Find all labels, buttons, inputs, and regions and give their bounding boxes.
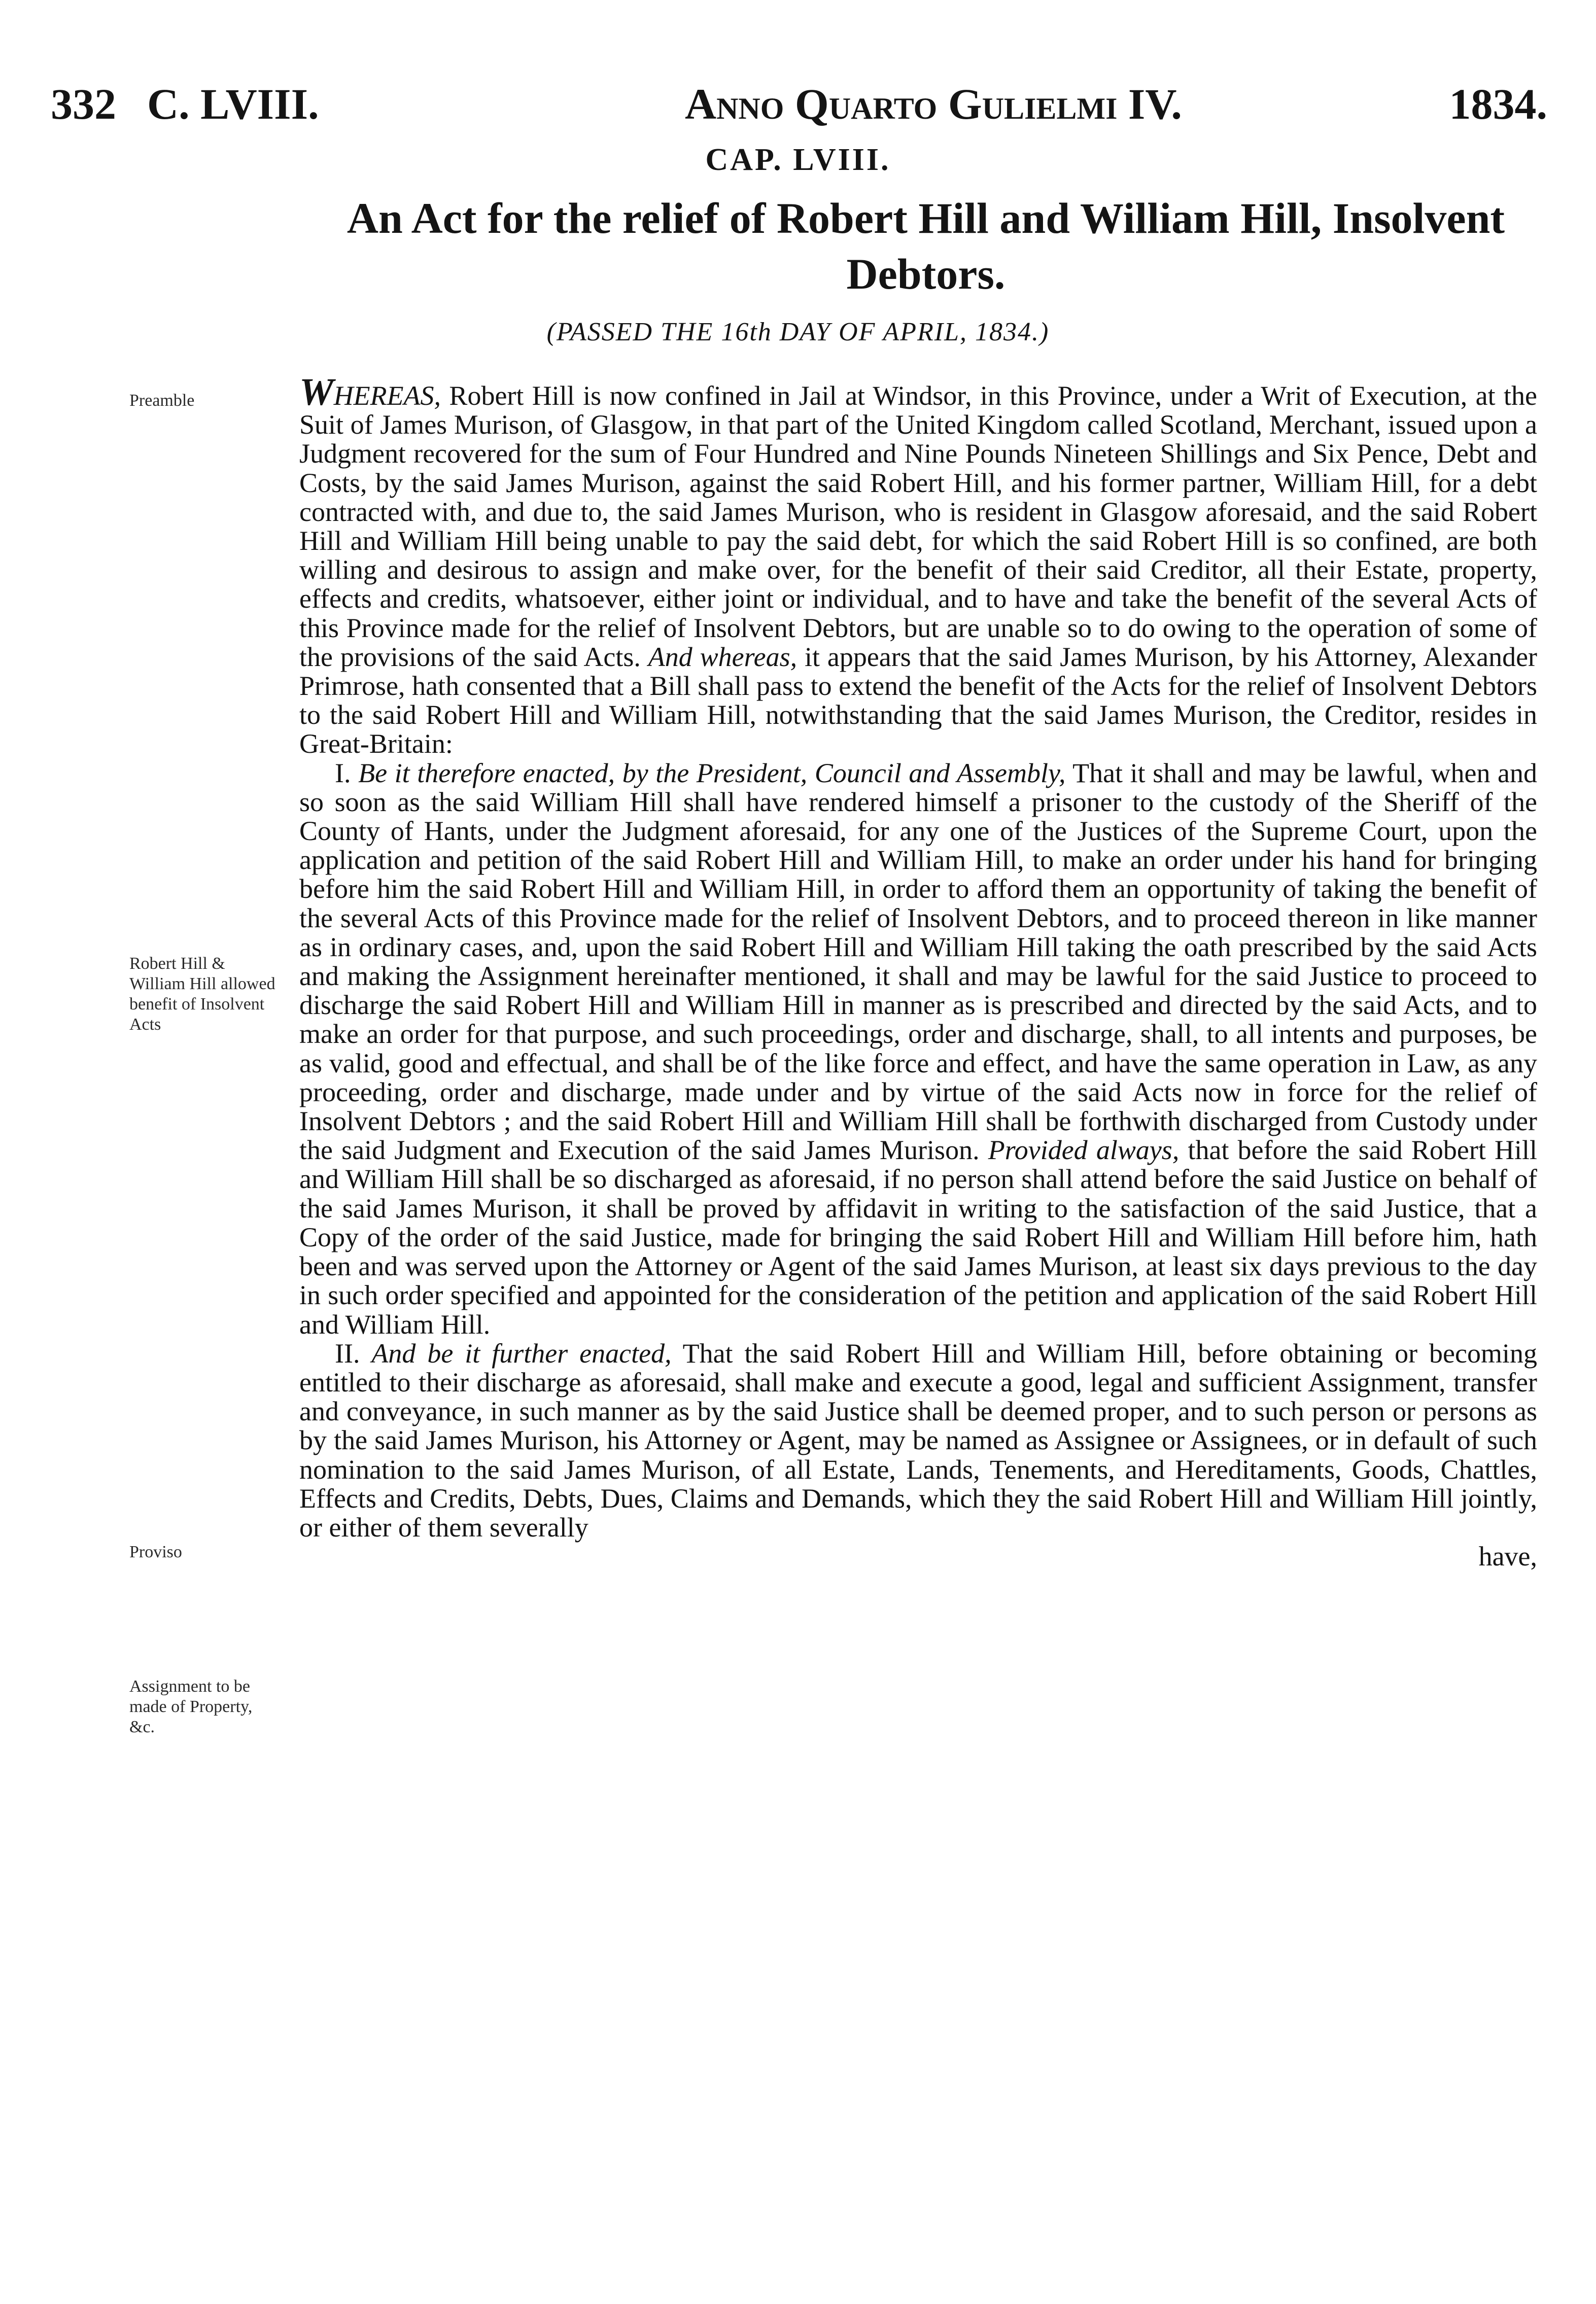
margin-note-assignment: Assignment to be made of Property, &c.	[129, 1677, 253, 1736]
act-title: An Act for the relief of Robert Hill and William Hill, Insolvent Debtors.	[346, 194, 1505, 298]
whereas-text: it appears that the said James Murison, by his Attorney, Alexander Primrose, hath consented that a Bill shall pass to extend the benefit of the Acts for the relief of Insolvent Debtors to the said Robert Hill and William Hill, notwithstanding that the said James Murison, the Creditor, resides in Great-Britain:	[299, 641, 1538, 759]
preamble-text: Robert Hill is now confined in Jail at Windsor, in this Province, under a Writ of Execution, at the Suit of James Murison, of Glasgow, in that part of the United Kingdom called Scotland, Merchant, issued upon a Judgment recovered for the sum of Four Hundred and Nine Pounds Nineteen Shillings and Six Pence, Debt and Costs, by the said James Murison, against the said Robert Hill, and his former partner, William Hill, for a debt contracted with, and due to, the said James Murison, who is resident in Glasgow aforesaid, and the said Robert Hill and William Hill being unable to pay the said debt, for which the said Robert Hill is so confined, are both willing and desirous to assign and make over, for the benefit of their said Creditor, all their Estate, property, effects and credits, whatsoever, either joint or individual, and to have and take the benefit of the several Acts of this Province made for the relief of Insolvent Debtors, but are unable so to do owing to the operation of some of the provisions of the said Acts.	[299, 380, 1537, 672]
cap-heading: CAP. LVIII.	[705, 143, 891, 177]
passed-date: (PASSED THE 16th DAY OF APRIL, 1834.)	[546, 318, 1050, 346]
whereas-lead: And whereas,	[648, 641, 797, 672]
running-head	[51, 76, 1547, 132]
catchword: have,	[1478, 1541, 1537, 1572]
preamble-lead: HEREAS,	[333, 380, 441, 411]
act-body	[299, 371, 1538, 1572]
section-1-paragraph	[299, 759, 1537, 1339]
drop-cap: W	[299, 371, 334, 413]
page-number: 332	[51, 80, 116, 128]
preamble-paragraph	[299, 371, 1538, 759]
section-1-number: I.	[335, 757, 351, 788]
section-1-lead: Be it therefore enacted, by the President, Council and Assembly,	[358, 757, 1066, 788]
section-2-number: II.	[335, 1338, 360, 1369]
section-2-text: That the said Robert Hill and William Hill, before obtaining or becoming entitled to their discharge as aforesaid, shall make and execute a good, legal and sufficient Assignment, transfer and conveyance, in such manner as by the said Justice shall be deemed proper, and to such person or persons as by the said James Murison, his Attorney or Agent, may be named as Assignee or Assignees, or in default of such nomination to the said James Murison, of all Estate, Lands, Tenements, and Hereditaments, Goods, Chattles, Effects and Credits, Debts, Dues, Claims and Demands, which they the said Robert Hill and William Hill jointly, or either of them severally	[299, 1338, 1537, 1543]
section-1-text: That it shall and may be lawful, when and so soon as the said William Hill shall have rendered himself a prisoner to the custody of the Sheriff of the County of Hants, under the Judgment aforesaid, for any one of the Justices of the Supreme Court, upon the application and petition of the said Robert Hill and William Hill, to make an order under his hand for bringing before him the said Robert Hill and William Hill, in order to afford them an opportunity of taking the benefit of the several Acts of this Province made for the relief of Insolvent Debtors, and to proceed thereon in like manner as in ordinary cases, and, upon the said Robert Hill and William Hill taking the oath prescribed by the said Acts and making the Assignment hereinafter mentioned, it shall and may be lawful for the said Justice to proceed to discharge the said Robert Hill and William Hill in manner as is prescribed and directed by the said Acts, and to make an order for that purpose, and such proceedings, order and discharge, shall, to all intents and purposes, be as valid, good and effectual, and shall be of the like force and effect, and have the same operation in Law, as any proceeding, order and discharge, made under and by virtue of the said Acts now in force for the relief of Insolvent Debtors ; and the said Robert Hill and William Hill shall be forthwith discharged from Custody under the said Judgment and Execution of the said James Murison.	[299, 757, 1537, 1166]
chapter-number: C. LVIII.	[147, 80, 319, 128]
proviso-text: that before the said Robert Hill and William Hill shall be so discharged as aforesaid, if no person shall attend before the said Justice on behalf of the said James Murison, it shall be proved by affidavit in writing to the satisfaction of the said Justice, that a Copy of the order of the said Justice, made for bringing the said Robert Hill and William Hill before him, hath been and was served upon the Attorney or Agent of the said James Murison, at least six days previous to the day in such order specified and appointed for the consideration of the petition and application of the said Robert Hill and William Hill.	[299, 1135, 1538, 1340]
margin-note-preamble: Preamble	[129, 391, 195, 410]
running-year: 1834.	[1449, 80, 1547, 128]
section-2-paragraph	[299, 1339, 1537, 1542]
section-2-lead: And be it further enacted,	[371, 1338, 672, 1369]
running-title: Anno Quarto Gulielmi IV.	[685, 80, 1182, 128]
margin-note-proviso: Proviso	[129, 1543, 182, 1561]
margin-note-benefit: Robert Hill & William Hill allowed benefit of Insolvent Acts	[129, 954, 275, 1034]
proviso-lead: Provided always,	[988, 1135, 1179, 1166]
